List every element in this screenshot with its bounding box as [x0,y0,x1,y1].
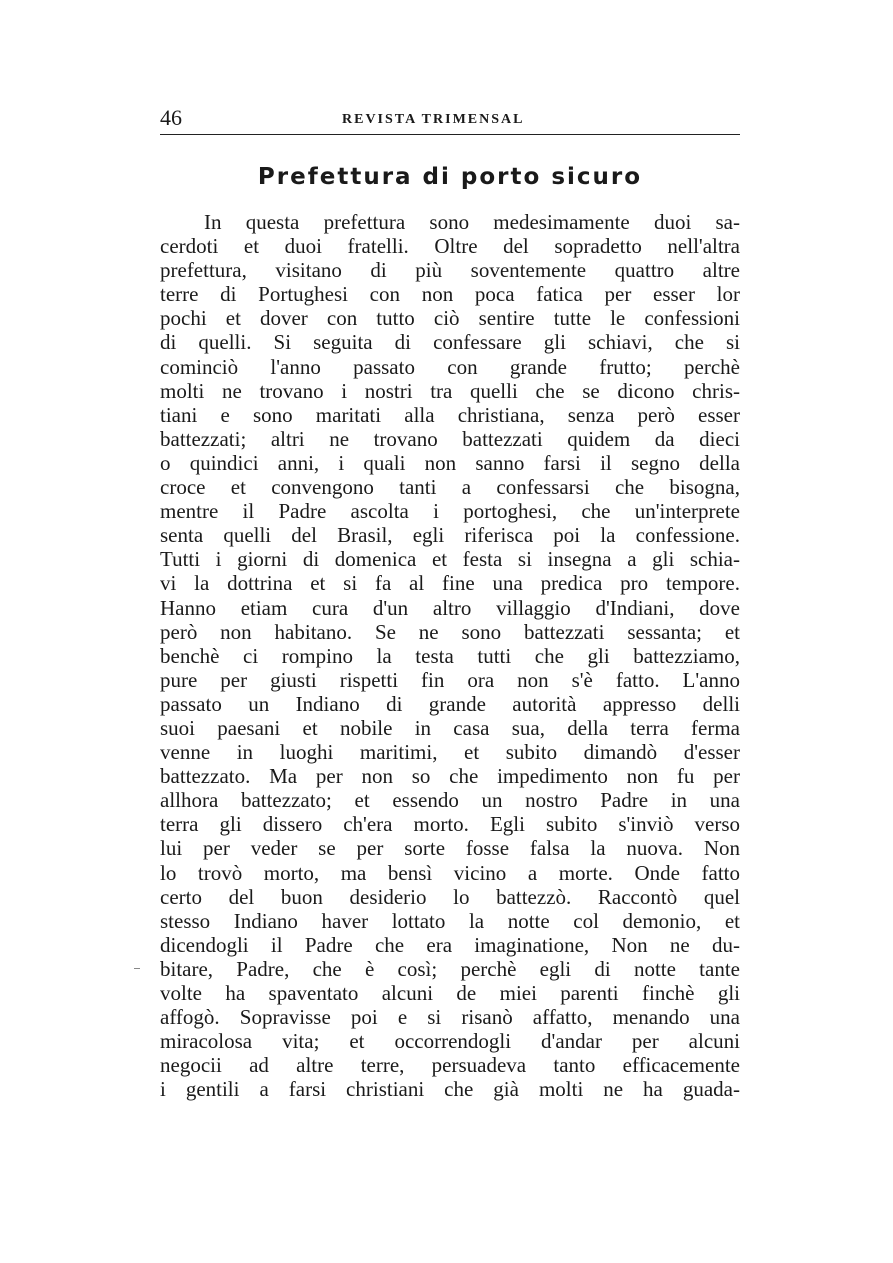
section-title: Prefettura di porto sicuro [257,164,643,190]
text-line: affogò. Sopravisse poi e si risanò affatto, menando una [160,1005,740,1030]
text-line: battezzato. Ma per non so che impedimento non fu per [160,764,740,789]
text-line: dicendogli il Padre che era imaginatione, Non ne du- [160,932,740,957]
text-line: suoi paesani et nobile in casa sua, della terra ferma [160,715,740,740]
text-line: però non habitano. Se ne sono battezzati sessanta; et [160,619,740,644]
text-line: allhora battezzato; et essendo un nostro Padre in una [160,788,740,813]
text-line: molti ne trovano i nostri tra quelli che se dicono chris- [160,378,740,403]
text-line: di quelli. Si seguita di confessare gli schiavi, che si [160,330,740,355]
header-rule [160,134,740,135]
text-line: terra gli dissero ch'era morto. Egli subito s'inviò verso [160,812,740,837]
body-text [160,210,740,1101]
text-line: bitare, Padre, che è così; perchè egli di notte tante [160,956,740,981]
text-line: In questa prefettura sono medesimamente duoi sa- [204,210,740,234]
running-head [160,104,740,136]
text-line: lui per veder se per sorte fosse falsa la nuova. Non [160,836,740,861]
text-line: pochi et dover con tutto ciò sentire tutte le confessioni [160,306,740,331]
page-number: 46 [160,105,182,130]
text-line: passato un Indiano di grande autorità appresso delli [160,691,740,716]
text-line: cerdoti et duoi fratelli. Oltre del sopradetto nell'altra [160,234,740,259]
text-line: negocii ad altre terre, persuadeva tanto efficacemente [160,1053,740,1078]
text-line: i gentili a farsi christiani che già molti ne ha guada- [160,1077,740,1102]
text-line: prefettura, visitano di più soventemente quattro altre [160,258,740,283]
text-line: volte ha spaventato alcuni de miei parenti finchè gli [160,981,740,1005]
text-line: mentre il Padre ascolta i portoghesi, che un'interprete [160,499,740,524]
text-line: Tutti i giorni di domenica et festa si insegna a gli schia- [160,547,740,572]
text-line: venne in luoghi maritimi, et subito dimandò d'esser [160,740,740,765]
text-line: stesso Indiano haver lottato la notte col demonio, et [160,908,740,933]
text-line: croce et convengono tanti a confessarsi che bisogna, [160,475,740,500]
text-line: pure per giusti rispetti fin ora non s'è fatto. L'anno [160,667,740,692]
text-line: lo trovò morto, ma bensì vicino a morte. Onde fatto [160,860,740,885]
text-line: Hanno etiam cura d'un altro villaggio d'Indiani, dove [160,595,740,620]
text-line: o quindici anni, i quali non sanno farsi il segno della [160,450,740,475]
journal-title: REVISTA TRIMENSAL [342,112,525,127]
text-line: vi la dottrina et si fa al fine una predica pro tempore. [160,571,740,596]
text-line: miracolosa vita; et occorrendogli d'andar per alcuni [160,1029,740,1054]
text-line: certo del buon desiderio lo battezzò. Raccontò quel [160,884,740,909]
text-line: benchè ci rompino la testa tutti che gli battezziamo, [160,643,740,668]
text-line: battezzati; altri ne trovano battezzati quidem da dieci [160,426,740,451]
text-line: tiani e sono maritati alla christiana, senza però esser [160,402,740,427]
text-line: cominciò l'anno passato con grande frutto; perchè [160,354,740,379]
margin-mark [134,968,140,969]
text-line: senta quelli del Brasil, egli riferisca poi la confessione. [160,523,740,548]
text-line: terre di Portughesi con non poca fatica per esser lor [160,282,740,307]
